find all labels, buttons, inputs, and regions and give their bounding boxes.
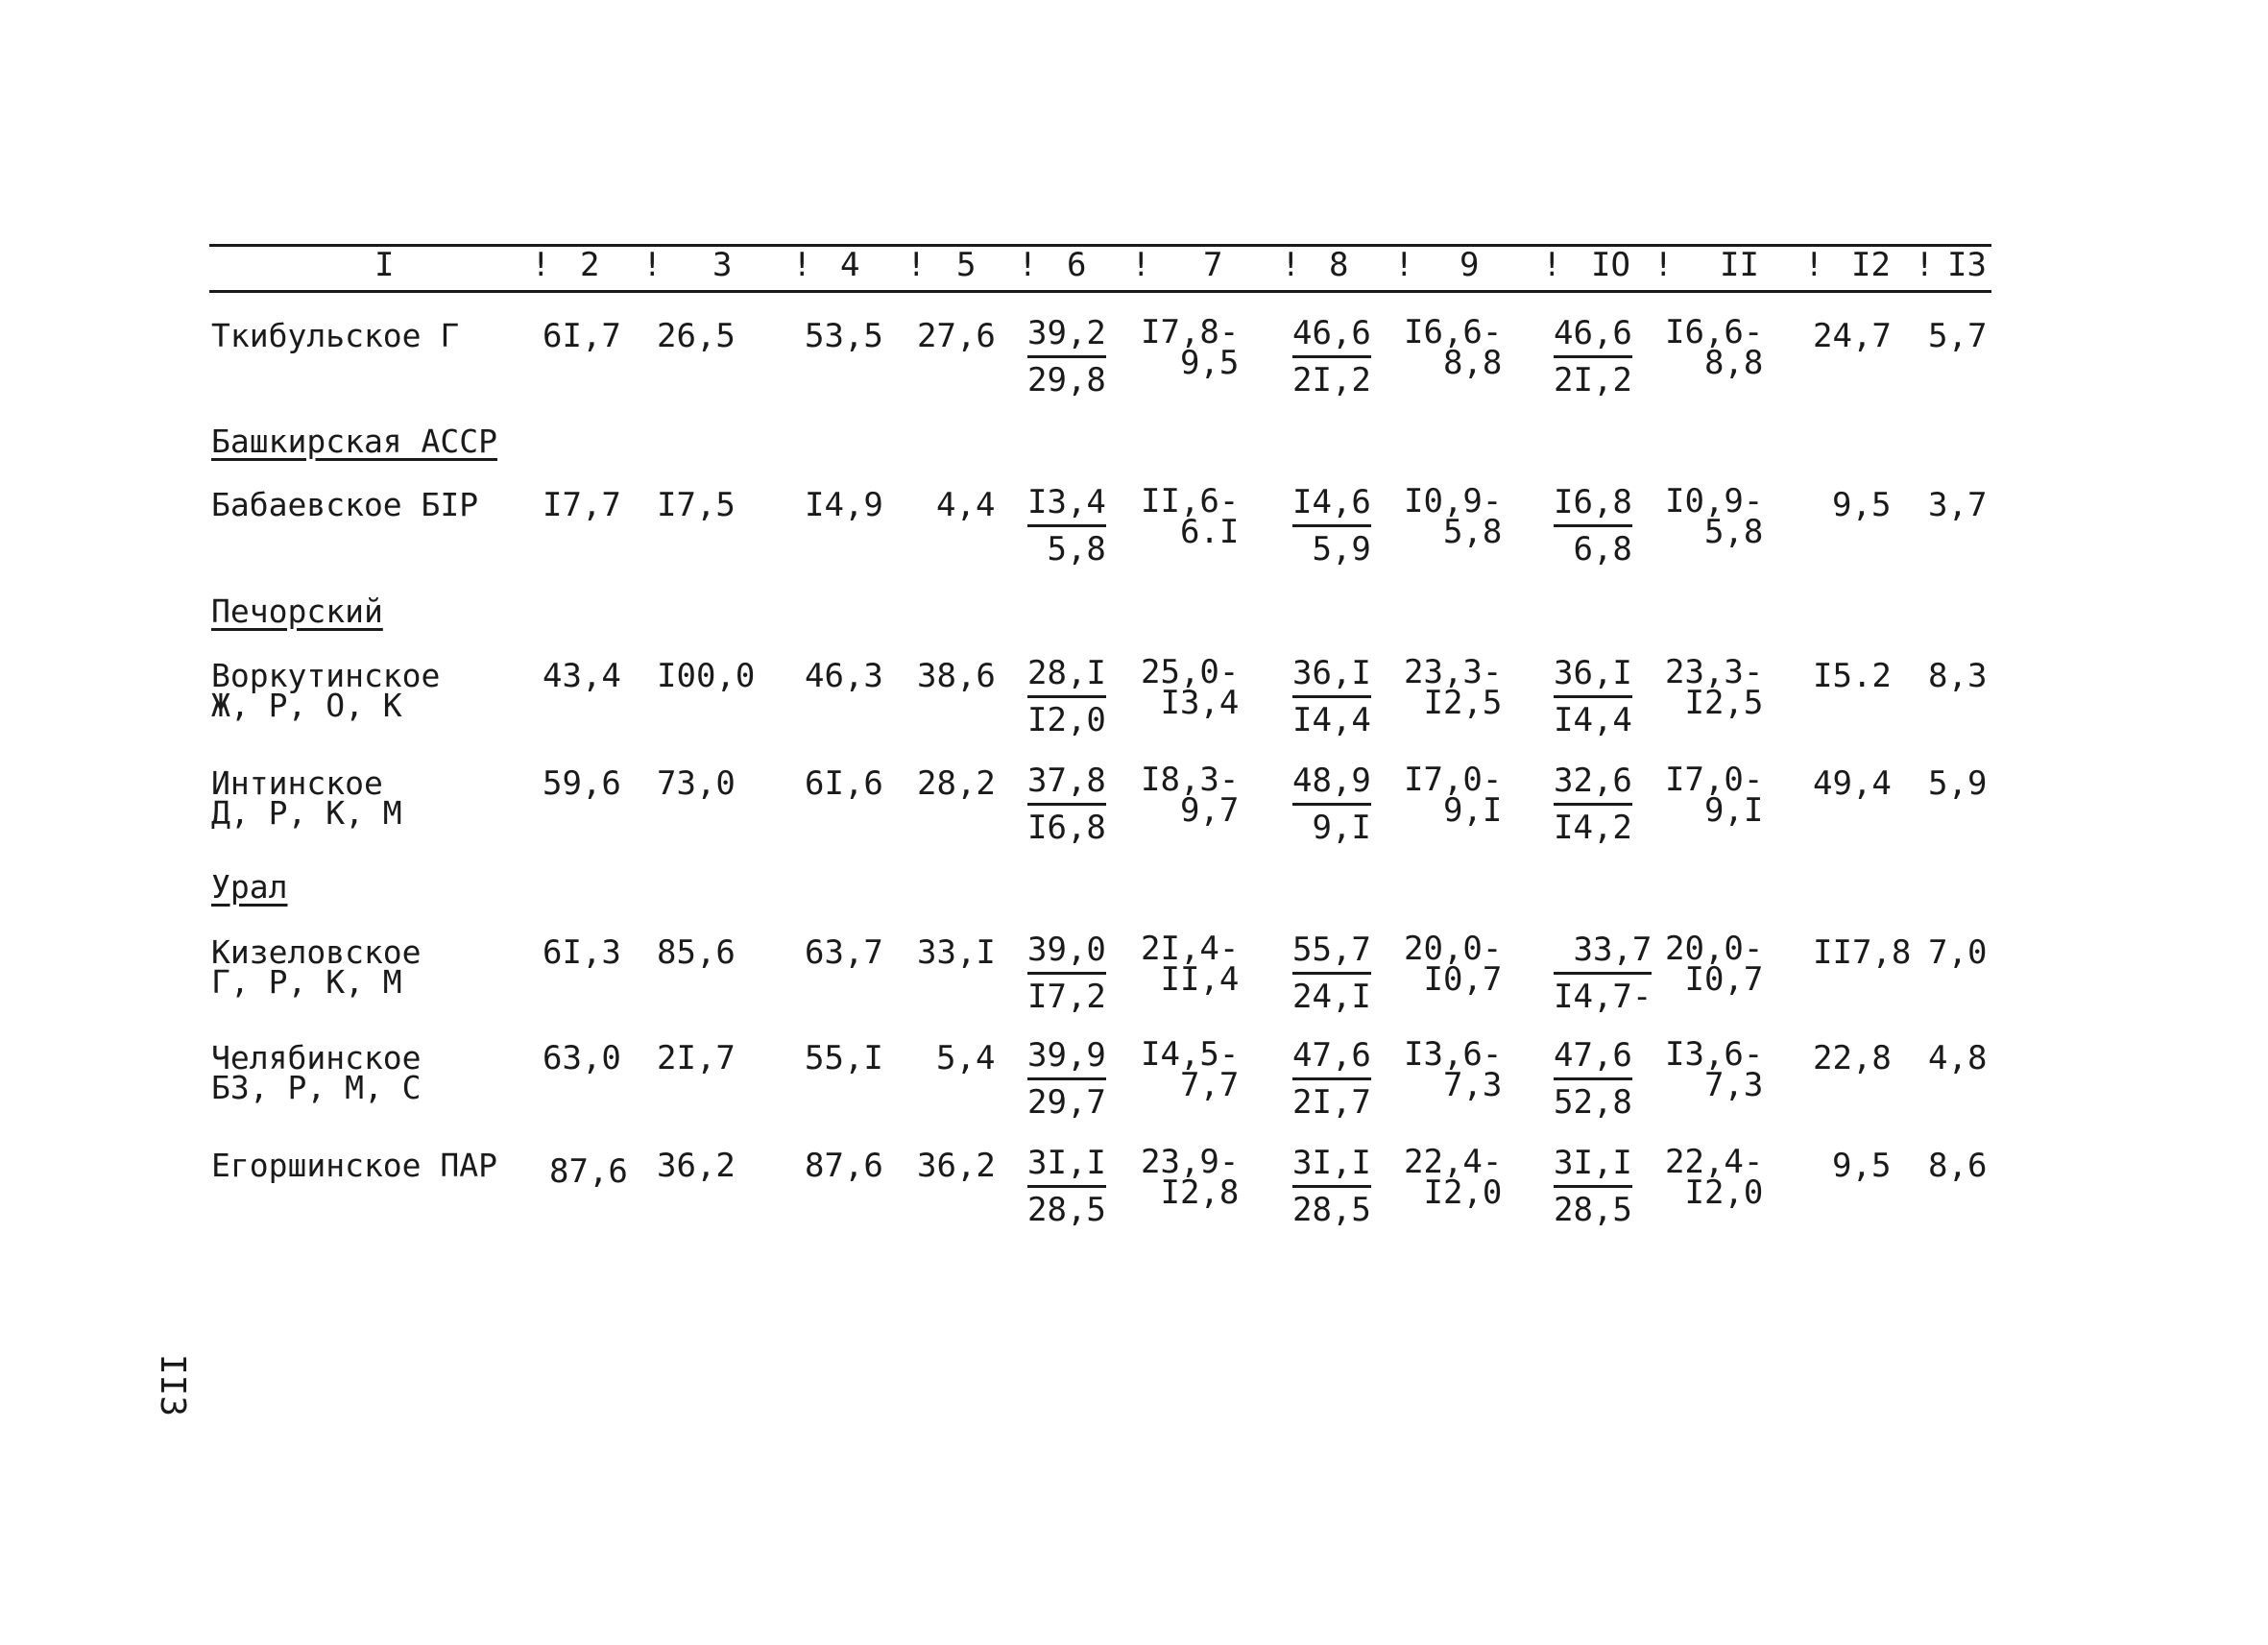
header-separator: ! <box>531 246 551 284</box>
header-col-4: 4 <box>840 246 860 284</box>
cell-c4: 87,6 <box>805 1147 883 1185</box>
range-c9: I7,0- 9,I <box>1404 761 1503 830</box>
header-col-1: I <box>374 246 395 284</box>
header-separator: ! <box>1915 246 1935 284</box>
row-name: Бабаевское БIР <box>211 486 479 523</box>
range-c9: I3,6- 7,3 <box>1404 1035 1503 1104</box>
fraction-c6: $\frac{28,I}{I2,0}$ <box>1027 654 1106 739</box>
cell-c2: 87,6 <box>549 1152 628 1191</box>
range-c9: 23,3- I2,5 <box>1404 653 1503 722</box>
range-c7: 2I,4- II,4 <box>1141 930 1240 999</box>
cell-c2: 59,6 <box>543 764 621 803</box>
header-col-7: 7 <box>1203 246 1223 284</box>
section-heading: Печорский <box>211 593 383 630</box>
cell-c4: 55,I <box>805 1039 883 1077</box>
header-col-6: 6 <box>1067 246 1087 284</box>
cell-c3: I00,0 <box>657 657 756 695</box>
row-name: Воркутинское Ж, Р, О, К <box>211 657 441 724</box>
cell-c12: II7,8 <box>1813 933 1912 972</box>
cell-c2: 63,0 <box>543 1039 621 1077</box>
fraction-c8: $\frac{48,9}{9,I}$ <box>1292 762 1371 847</box>
range-c7: I8,3- 9,7 <box>1141 761 1240 830</box>
cell-c4: 53,5 <box>805 317 883 355</box>
range-c11: 23,3- I2,5 <box>1665 653 1764 722</box>
fraction-c8: $\frac{46,6}{2I,2}$ <box>1292 314 1371 399</box>
fraction-c6: $\frac{39,0}{I7,2}$ <box>1027 931 1106 1016</box>
fraction-c6: $\frac{3I,I}{28,5}$ <box>1027 1144 1106 1229</box>
cell-c5: 27,6 <box>917 317 996 355</box>
cell-c2: 43,4 <box>543 657 621 695</box>
cell-c4: I4,9 <box>805 486 883 524</box>
cell-c2: 6I,3 <box>543 933 621 972</box>
cell-c13: 8,3 <box>1928 657 1988 695</box>
cell-c13: 3,7 <box>1928 486 1988 524</box>
cell-c12: I5.2 <box>1813 657 1892 695</box>
header-separator: ! <box>642 246 663 284</box>
row-name: Челябинское БЗ, Р, М, С <box>211 1039 422 1106</box>
header-col-12: I2 <box>1851 246 1891 284</box>
cell-c12: 9,5 <box>1832 1147 1892 1185</box>
fraction-c10: $\frac{32,6}{I4,2}$ <box>1554 762 1632 847</box>
header-col-9: 9 <box>1460 246 1480 284</box>
cell-c5: 5,4 <box>936 1039 996 1077</box>
header-separator: ! <box>1131 246 1151 284</box>
range-c9: I0,9- 5,8 <box>1404 482 1503 551</box>
range-c7: II,6- 6.I <box>1141 482 1240 551</box>
fraction-c10: $\frac{33,7}{I4,7-}$ <box>1554 931 1653 1016</box>
fraction-c6: $\frac{I3,4}{5,8}$ <box>1027 483 1106 568</box>
range-c11: I7,0- 9,I <box>1665 761 1764 830</box>
fraction-c8: $\frac{36,I}{I4,4}$ <box>1292 654 1371 739</box>
header-col-11: II <box>1720 246 1759 284</box>
cell-c13: 5,7 <box>1928 317 1988 355</box>
section-heading: Башкирская АССР <box>211 423 498 460</box>
cell-c3: I7,5 <box>657 486 736 524</box>
header-separator: ! <box>1804 246 1824 284</box>
row-name: Егоршинское ПАР <box>211 1147 498 1184</box>
range-c11: I0,9- 5,8 <box>1665 482 1764 551</box>
cell-c3: 26,5 <box>657 317 736 355</box>
range-c7: 23,9- I2,8 <box>1141 1143 1240 1212</box>
header-separator: ! <box>906 246 927 284</box>
cell-c5: 36,2 <box>917 1147 996 1185</box>
header-col-3: 3 <box>712 246 733 284</box>
fraction-c6: $\frac{37,8}{I6,8}$ <box>1027 762 1106 847</box>
fraction-c10: $\frac{I6,8}{6,8}$ <box>1554 483 1632 568</box>
table-header-rule <box>209 290 1991 293</box>
header-col-13: I3 <box>1947 246 1987 284</box>
fraction-c8: $\frac{55,7}{24,I}$ <box>1292 931 1371 1016</box>
range-c11: 22,4- I2,0 <box>1665 1143 1764 1212</box>
range-c11: I3,6- 7,3 <box>1665 1035 1764 1104</box>
range-c11: 20,0- I0,7 <box>1665 930 1764 999</box>
range-c11: I6,6- 8,8 <box>1665 313 1764 382</box>
header-col-5: 5 <box>956 246 977 284</box>
cell-c13: 4,8 <box>1928 1039 1988 1077</box>
cell-c3: 73,0 <box>657 764 736 803</box>
range-c9: I6,6- 8,8 <box>1404 313 1503 382</box>
cell-c3: 2I,7 <box>657 1039 736 1077</box>
header-separator: ! <box>1653 246 1674 284</box>
cell-c12: 22,8 <box>1813 1039 1892 1077</box>
cell-c5: 33,I <box>917 933 996 972</box>
range-c9: 20,0- I0,7 <box>1404 930 1503 999</box>
range-c9: 22,4- I2,0 <box>1404 1143 1503 1212</box>
cell-c4: 46,3 <box>805 657 883 695</box>
fraction-c6: $\frac{39,9}{29,7}$ <box>1027 1036 1106 1122</box>
range-c7: I7,8- 9,5 <box>1141 313 1240 382</box>
section-heading: Урал <box>211 868 288 906</box>
cell-c5: 4,4 <box>936 486 996 524</box>
range-c7: I4,5- 7,7 <box>1141 1035 1240 1104</box>
cell-c2: I7,7 <box>543 486 621 524</box>
header-separator: ! <box>1542 246 1562 284</box>
cell-c2: 6I,7 <box>543 317 621 355</box>
fraction-c8: $\frac{47,6}{2I,7}$ <box>1292 1036 1371 1122</box>
cell-c3: 85,6 <box>657 933 736 972</box>
header-col-10: IO <box>1591 246 1630 284</box>
header-separator: ! <box>1018 246 1038 284</box>
fraction-c8: $\frac{I4,6}{5,9}$ <box>1292 483 1371 568</box>
cell-c12: 9,5 <box>1832 486 1892 524</box>
cell-c12: 49,4 <box>1813 764 1892 803</box>
fraction-c10: $\frac{46,6}{2I,2}$ <box>1554 314 1632 399</box>
cell-c13: 5,9 <box>1928 764 1988 803</box>
header-col-2: 2 <box>580 246 600 284</box>
row-name: Интинское Д, Р, К, М <box>211 764 402 832</box>
header-separator: ! <box>792 246 812 284</box>
cell-c5: 28,2 <box>917 764 996 803</box>
fraction-c10: $\frac{47,6}{52,8}$ <box>1554 1036 1632 1122</box>
cell-c12: 24,7 <box>1813 317 1892 355</box>
header-separator: ! <box>1394 246 1414 284</box>
cell-c5: 38,6 <box>917 657 996 695</box>
fraction-c8: $\frac{3I,I}{28,5}$ <box>1292 1144 1371 1229</box>
cell-c13: 8,6 <box>1928 1147 1988 1185</box>
page-number: II3 <box>153 1354 192 1417</box>
cell-c3: 36,2 <box>657 1147 736 1185</box>
cell-c4: 63,7 <box>805 933 883 972</box>
fraction-c6: $\frac{39,2}{29,8}$ <box>1027 314 1106 399</box>
fraction-c10: $\frac{3I,I}{28,5}$ <box>1554 1144 1632 1229</box>
range-c7: 25,0- I3,4 <box>1141 653 1240 722</box>
fraction-c10: $\frac{36,I}{I4,4}$ <box>1554 654 1632 739</box>
row-name: Кизеловское Г, Р, К, М <box>211 933 422 1001</box>
cell-c4: 6I,6 <box>805 764 883 803</box>
header-separator: ! <box>1281 246 1301 284</box>
row-name: Ткибульское Г <box>211 317 460 354</box>
header-col-8: 8 <box>1329 246 1349 284</box>
cell-c13: 7,0 <box>1928 933 1988 972</box>
